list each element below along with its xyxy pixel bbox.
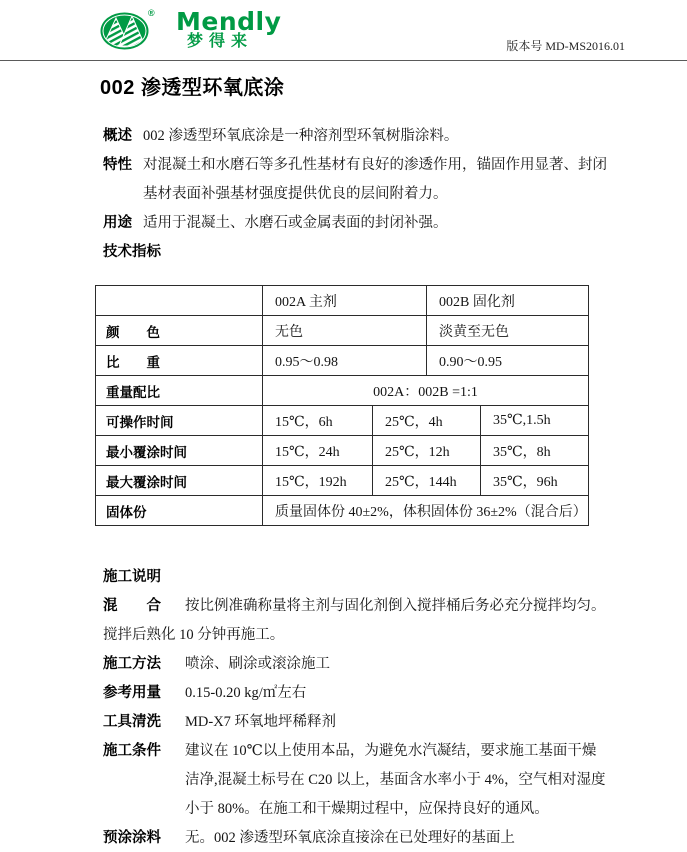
- paragraph-line: 建议在 10℃以上使用本品，为避免水汽凝结，要求施工基面干燥: [185, 743, 597, 759]
- field-label: 施工方法: [103, 656, 161, 672]
- precoat-item: [103, 824, 627, 852]
- paragraph-line: 002 渗透型环氧底涂是一种溶剂型环氧树脂涂料。: [143, 128, 459, 144]
- mendly-logo-icon: [100, 12, 149, 50]
- table-row: [96, 346, 589, 376]
- field-value: [143, 151, 627, 209]
- value-cell: 0.90～0.95: [427, 346, 589, 376]
- tool-cleaning-item: [103, 708, 627, 737]
- field-value: 按比例准确称量将主剂与固化剂倒入搅拌桶后务必充分搅拌均匀。: [185, 598, 606, 614]
- field-value: [185, 824, 627, 852]
- field-label: 预涂涂料: [103, 830, 161, 846]
- value-cell: 002A：002B =1:1: [263, 376, 589, 406]
- paragraph-line: 对混凝土和水磨石等多孔性基材有良好的渗透作用，锚固作用显著、封闭: [143, 157, 607, 173]
- paragraph-line: 适用于混凝土、水磨石或金属表面的封闭补强。: [143, 215, 448, 231]
- paragraph-line: [103, 592, 627, 621]
- paragraph-line: 洁净,混凝土标号在 C20 以上，基面含水率小于 4%，空气相对湿度: [185, 772, 606, 788]
- version-number: 版本号 MD-MS2016.01: [506, 39, 625, 53]
- table-row: [96, 436, 589, 466]
- brand-name-en: Mendly: [176, 7, 282, 36]
- field-value: [143, 209, 627, 238]
- dosage-item: [103, 679, 627, 708]
- field-label: 混 合: [103, 598, 161, 614]
- value-cell: 淡黄至无色: [427, 316, 589, 346]
- table-row: [96, 286, 589, 316]
- brand-name-cn: 梦得来: [187, 33, 254, 50]
- row-label-cell: 固体份: [96, 496, 263, 526]
- value-cell: 0.95～0.98: [263, 346, 427, 376]
- tech-spec-heading: 技术指标: [103, 244, 161, 260]
- product-title: 002 渗透型环氧底涂: [100, 77, 285, 99]
- row-label-cell: 颜 色: [96, 316, 263, 346]
- paragraph-line: 基材表面补强基材强度提供优良的层间附着力。: [143, 186, 448, 202]
- field-label: 概述: [103, 128, 132, 144]
- table-row: [96, 496, 589, 526]
- document-body: [0, 61, 687, 852]
- field-value: [185, 679, 627, 708]
- field-value: [185, 650, 627, 679]
- paragraph-line: 小于 80%。在施工和干燥期过程中，应保持良好的通风。: [185, 801, 549, 817]
- table-row: [96, 406, 589, 436]
- conditions-item: [103, 737, 627, 824]
- table-row: [96, 376, 589, 406]
- field-label: 参考用量: [103, 685, 161, 701]
- paragraph-line: MD-X7 环氧地坪稀释剂: [185, 714, 337, 730]
- field-label: 工具清洗: [103, 714, 161, 730]
- construction-heading: 施工说明: [103, 569, 161, 585]
- method-item: [103, 650, 627, 679]
- field-value: [185, 708, 627, 737]
- column-header-cell: 002A 主剂: [263, 286, 427, 316]
- mixing-paragraph: [103, 592, 627, 650]
- registered-trademark-mark: ®: [148, 8, 155, 18]
- value-cell: 质量固体份 40±2%，体积固体份 36±2%（混合后）: [263, 496, 589, 526]
- row-label-cell: 最小覆涂时间: [96, 436, 263, 466]
- table-row: [96, 316, 589, 346]
- column-header-cell: 002B 固化剂: [427, 286, 589, 316]
- intro-section: [103, 122, 627, 267]
- field-label: 施工条件: [103, 743, 161, 759]
- table-row: [96, 466, 589, 496]
- construction-section: [103, 563, 627, 852]
- value-cell: 35℃,1.5h: [481, 406, 589, 436]
- row-label-cell: [96, 286, 263, 316]
- value-cell: 25℃，4h: [373, 406, 481, 436]
- field-value: [143, 122, 627, 151]
- paragraph-line: 搅拌后熟化 10 分钟再施工。: [103, 627, 285, 643]
- usage-paragraph: [103, 209, 627, 238]
- value-cell: 无色: [263, 316, 427, 346]
- field-label: 特性: [103, 157, 132, 173]
- paragraph-line: 喷涂、刷涂或滚涂施工: [185, 656, 330, 672]
- tech-spec-table: [95, 285, 589, 526]
- value-cell: 35℃，96h: [481, 466, 589, 496]
- value-cell: 15℃，24h: [263, 436, 373, 466]
- overview-paragraph: [103, 122, 627, 151]
- field-value: [185, 737, 627, 824]
- paragraph-line: 0.15-0.20 kg/㎡左右: [185, 685, 307, 701]
- row-label-cell: 可操作时间: [96, 406, 263, 436]
- value-cell: 35℃，8h: [481, 436, 589, 466]
- field-label: 用途: [103, 215, 132, 231]
- value-cell: 15℃，192h: [263, 466, 373, 496]
- features-paragraph: [103, 151, 627, 209]
- row-label-cell: 比 重: [96, 346, 263, 376]
- value-cell: 15℃，6h: [263, 406, 373, 436]
- value-cell: 25℃，12h: [373, 436, 481, 466]
- row-label-cell: 最大覆涂时间: [96, 466, 263, 496]
- row-label-cell: 重量配比: [96, 376, 263, 406]
- paragraph-line: 无。002 渗透型环氧底涂直接涂在已处理好的基面上: [185, 830, 515, 846]
- value-cell: 25℃，144h: [373, 466, 481, 496]
